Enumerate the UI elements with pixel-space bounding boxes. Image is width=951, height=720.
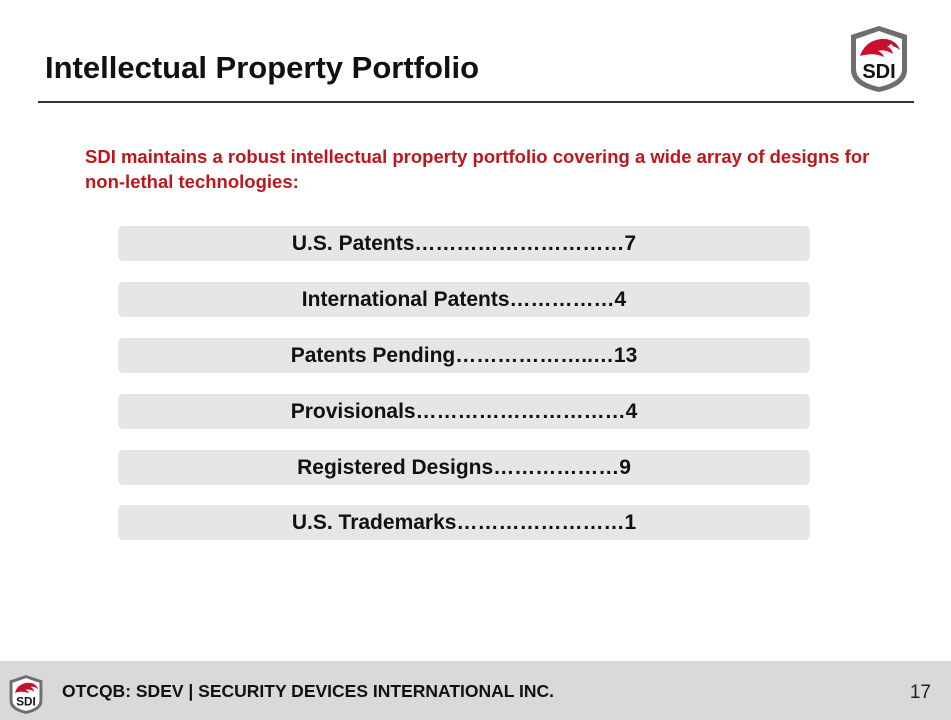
ip-item-provisionals: Provisionals…………………………4 [118,394,810,429]
sdi-logo [845,24,913,94]
ip-item-registered-designs: Registered Designs………………9 [118,450,810,485]
footer-bar [0,661,951,720]
ip-item-us-patents: U.S. Patents…………………………7 [118,226,810,261]
page-number: 17 [909,682,931,703]
ip-item-international-patents: International Patents……………4 [118,282,810,317]
intro-text: SDI maintains a robust intellectual property portfolio covering a wide array of designs for non-lethal technologies: [85,146,870,192]
footer-sdi-logo [6,674,46,715]
slide-title: Intellectual Property Portfolio [45,50,480,85]
ip-item-patents-pending: Patents Pending………………..…13 [118,338,810,373]
ip-item-us-trademarks: U.S. Trademarks……………………1 [118,505,810,540]
footer-company-text: OTCQB: SDEV | SECURITY DEVICES INTERNATIONAL INC. [62,681,555,701]
title-divider [38,101,914,103]
svg-text:SDI: SDI [16,695,36,709]
svg-text:SDI: SDI [862,61,896,83]
